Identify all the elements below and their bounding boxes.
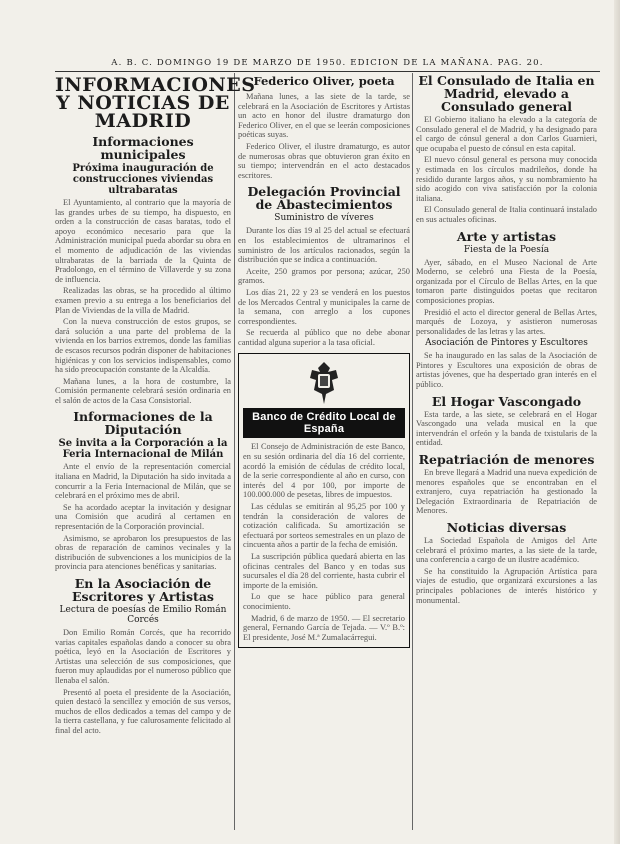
- heading-abastecimientos: Delegación Provincial de Abastecimientos: [247, 184, 401, 213]
- heading-consulado: El Consulado de Italia en Madrid, elevado a Consulado general: [418, 73, 595, 114]
- paragraph: El Gobierno italiano ha elevado a la categoría de Consulado general el de Madrid, y ha designado para el cargo de cónsul general a don Carlos Guarnieri, que ocupaba el puesto de cónsul en esta capital.: [416, 115, 597, 153]
- heading-diputacion: Informaciones de la Diputación: [73, 409, 213, 438]
- heading-repatriacion: Repatriación de menores: [418, 452, 595, 468]
- paragraph: Don Emilio Román Corcés, que ha recorrido varias capitales españolas dando a conocer su obra poética, leyó en la Asociación de Escritores y Artistas una selección de sus composiciones, que fueron muy aplaudidas por el numeroso público que llenaba el salón.: [55, 628, 231, 685]
- paragraph: El Ayuntamiento, al contrario que la mayoría de las grandes urbes de su tiempo, ha dispuesto, en orden a la construcción de casas baratas, todo el apoyo económico necesario para que la Administración municipal pueda abordar su obra en el momento de adjudicación de las viviendas ultrabaratas de la barriada de la Quinta de Pradolongo, en el término de Villaverde y su zona de influencia.: [55, 198, 231, 284]
- paragraph: La suscripción pública quedará abierta en las oficinas centrales del Banco y en todas sus sucursales el día 28 del corriente, hasta cubrir el importe de la emisión.: [243, 552, 405, 590]
- paragraph: Lo que se hace público para general conocimiento.: [243, 592, 405, 611]
- paragraph: Se recuerda al público que no debe abonar cantidad alguna superior a la tasa oficial.: [238, 328, 410, 347]
- heading-hogar: El Hogar Vascongado: [431, 393, 582, 409]
- heading-arte: Arte y artistas: [456, 228, 557, 244]
- paragraph: El Consejo de Administración de este Banco, en su sesión ordinaria del día 16 del corriente, acordó la emisión de cédulas de crédito local, de la serie correspondiente al año en curso, con interés del 4 por 100, por importe de 100.000.000 de pesetas, libres de impuestos.: [243, 442, 405, 500]
- subheading-viveres: Suministro de víveres: [274, 213, 374, 224]
- paragraph: La Sociedad Española de Amigos del Arte celebrará el próximo martes, a las siete de la tarde, una conferencia a cargo de un ilustre académico.: [416, 536, 597, 565]
- paragraph: Se ha acordado aceptar la invitación y designar una Comisión que acudirá al certamen en representación de la Corporación provincial.: [55, 502, 231, 532]
- paragraph: Federico Oliver, el ilustre dramaturgo, es autor de numerosas obras que obtuvieron gran éxito en su tiempo; intervendrán en el acto destacados escritores.: [238, 141, 410, 180]
- subheading-feria-milan: Se invita a la Corporación a la Feria Internacional de Milán: [58, 438, 228, 461]
- paragraph: Mañana lunes, a las siete de la tarde, se celebrará en la Asociación de Escritores y Artistas un acto en honor del ilustre dramaturgo don Federico Oliver, en el que se leerán composiciones poéticas suyas.: [238, 92, 410, 140]
- paragraph: Mañana lunes, a la hora de costumbre, la Comisión permanente celebrará sesión ordinaria en el salón de actos de la Casa Consistorial.: [55, 376, 231, 405]
- header-rule: [55, 71, 600, 72]
- paragraph: Realizadas las obras, se ha procedido al último examen previo a su entrega a los beneficiarios del Plan de Viviendas de la villa de Madrid.: [55, 286, 231, 315]
- paragraph: Presentó al poeta el presidente de la Asociación, quien destacó la sencillez y emoción de sus versos, muchos de ellos dedicados a temas del campo y de la tierra castellana, y fue calurosamente felicitado al final del acto.: [55, 687, 231, 735]
- paragraph: El nuevo cónsul general es persona muy conocida y estimada en los círculos madrileños, donde ha residido durante largos años, y su nombramiento ha sido acogido con viva satisfacción por la colonia italiana.: [416, 155, 597, 203]
- paragraph: En breve llegará a Madrid una nueva expedición de menores españoles que se encontraban en el extranjero, cuya repatriación ha gestionado la Delegación Extraordinaria de Repatriación de Menores.: [416, 468, 597, 516]
- paragraph: El Consulado general de Italia continuará instalado en sus actuales oficinas.: [416, 205, 597, 224]
- heading-municipales: Informaciones municipales: [92, 134, 194, 162]
- paragraph: Las cédulas se emitirán al 95,25 por 100 y tendrán la consideración de valores de cotización calificada. Su amortización se efectuará por sorteos semestrales en un plazo de cincuenta años a partir de la fecha de emisión.: [243, 502, 405, 550]
- paragraph: Aceite, 250 gramos por persona; azúcar, 250 gramos.: [238, 266, 410, 286]
- subheading-poesia: Fiesta de la Poesía: [463, 244, 550, 255]
- heading-noticias: Noticias diversas: [446, 520, 567, 535]
- column-rule-2: [412, 73, 413, 830]
- paragraph: Se ha constituido la Agrupación Artística para viajes de estudio, que organizará excursiones a las principales poblaciones de interés histórico y monumental.: [416, 566, 597, 605]
- paragraph: Con la nueva construcción de estos grupos, se dará solución a una parte del problema de la vivienda en los barrios extremos, donde las familias de escasos recursos podrán disponer de habitaciones higiénicas y con los servicios indispensables, como ha sido preocupación constante de la Alcaldía.: [55, 317, 231, 375]
- subheading-viviendas: Próxima inauguración de construcciones viviendas ultrabaratas: [72, 163, 214, 196]
- paragraph: Ayer, sábado, en el Museo Nacional de Arte Moderno, se celebró una Fiesta de la Poesía, organizada por el Círculo de Bellas Artes, en la que tomaron parte distinguidos poetas que recitaron composiciones propias.: [416, 257, 597, 305]
- paragraph: Durante los días 19 al 25 del actual se efectuará en los establecimientos de ultramarinos el suministro de los artículos racionados, según la distribución que se indica a continuación.: [238, 226, 410, 265]
- column-2: [238, 74, 410, 830]
- paragraph: Se ha inaugurado en las salas de la Asociación de Pintores y Escultores una exposición de obras de artistas jóvenes, que ha despertado gran interés en el público.: [416, 351, 597, 390]
- section-title-madrid: INFORMACIONES Y NOTICIAS DE MADRID: [55, 74, 256, 132]
- coat-of-arms-icon: [302, 360, 346, 406]
- paragraph: Asimismo, se aprobaron los presupuestos de las obras de reparación de caminos vecinales y la distribución de subvenciones a los municipios de la provincia para atenciones benéficas y sanitarias.: [55, 533, 231, 572]
- bank-title: Banco de Crédito Local de España: [243, 408, 405, 438]
- bank-advertisement: [238, 353, 410, 648]
- paragraph: Madrid, 6 de marzo de 1950. — El secretario general, Fernando García de Tejada. — V.º B.º: El presidente, José M.ª Zumalacárregui.: [243, 613, 405, 642]
- paragraph: Esta tarde, a las siete, se celebrará en el Hogar Vascongado una velada musical en la que intervendrán el orfeón y la banda de txistularis de la entidad.: [416, 409, 597, 448]
- heading-escritores: En la Asociación de Escritores y Artistas: [72, 576, 214, 604]
- subheading-pintores: Asociación de Pintores y Escultores: [425, 338, 588, 349]
- paragraph: Los días 21, 22 y 23 se venderá en los puestos de los Mercados Central y municipales la carne de la semana, con arreglo a los cupones correspondientes.: [238, 287, 410, 326]
- column-rule-1: [234, 73, 235, 830]
- running-head: A. B. C. DOMINGO 19 DE MARZO DE 1950. EDICION DE LA MAÑANA. PAG. 20.: [111, 58, 544, 68]
- column-1: [55, 74, 256, 830]
- page-edge: [614, 0, 620, 844]
- subheading-corces: Lectura de poesías de Emilio Román Corcés: [59, 605, 227, 625]
- column-3: [416, 74, 597, 830]
- paragraph: Ante el envío de la representación comercial italiana en Madrid, la Diputación ha sido invitada a concurrir a la Feria Internacional de Milán, que se celebrará en el próximo mes de abril.: [55, 462, 231, 501]
- paragraph: Presidió el acto el director general de Bellas Artes, marqués de Lozoya, y asistieron numerosas personalidades de las letras y las artes.: [416, 307, 597, 336]
- heading-oliver: Federico Oliver, poeta: [253, 74, 395, 88]
